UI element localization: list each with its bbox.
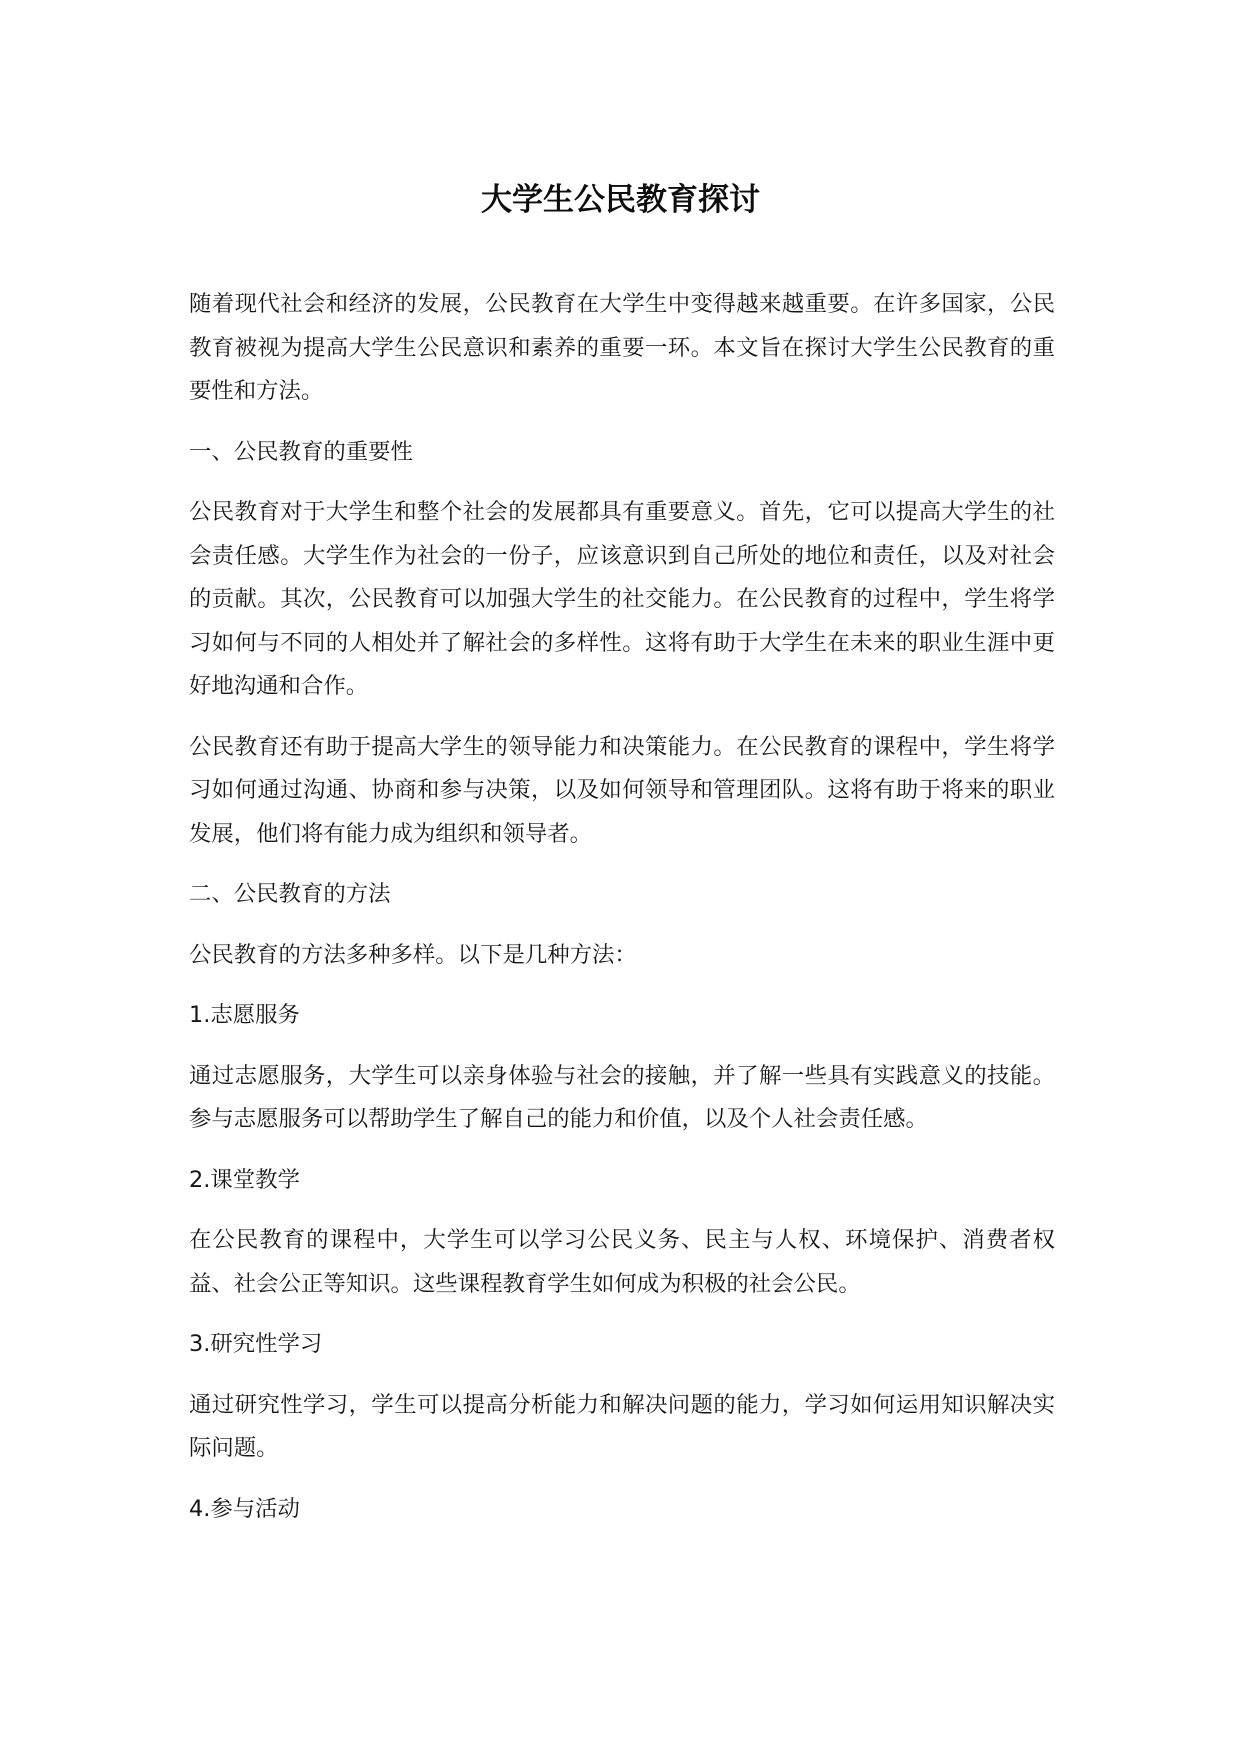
- document-title: 大学生公民教育探讨: [481, 182, 760, 218]
- method-heading-classroom: 2.课堂教学: [189, 1166, 300, 1193]
- importance-paragraph-2: 公民教育还有助于提高大学生的领导能力和决策能力。在公民教育的课程中，学生将学习如何通过沟通、协商和参与决策，以及如何领导和管理团队。这将有助于将来的职业发展，他们将有能力成为组织和领导者。: [189, 733, 1055, 847]
- importance-paragraph-1: 公民教育对于大学生和整个社会的发展都具有重要意义。首先，它可以提高大学生的社会责任感。大学生作为社会的一份子，应该意识到自己所处的地位和责任，以及对社会的贡献。其次，公民教育可以加强大学生的社交能力。在公民教育的过程中，学生将学习如何与不同的人相处并了解社会的多样性。这将有助于大学生在未来的职业生涯中更好地沟通和合作。: [189, 499, 1055, 699]
- method-heading-volunteer: 1.志愿服务: [189, 1002, 300, 1028]
- intro-paragraph: 随着现代社会和经济的发展，公民教育在大学生中变得越来越重要。在许多国家，公民教育被视为提高大学生公民意识和素养的重要一环。本文旨在探讨大学生公民教育的重要性和方法。: [189, 291, 1055, 404]
- method-paragraph-research: 通过研究性学习，学生可以提高分析能力和解决问题的能力，学习如何运用知识解决实际问题。: [189, 1391, 1055, 1461]
- section-heading-methods: 二、公民教育的方法: [189, 881, 391, 907]
- method-paragraph-volunteer: 通过志愿服务，大学生可以亲身体验与社会的接触，并了解一些具有实践意义的技能。参与志愿服务可以帮助学生了解自己的能力和价值，以及个人社会责任感。: [189, 1062, 1055, 1132]
- section-heading-importance: 一、公民教育的重要性: [189, 438, 413, 465]
- methods-intro-paragraph: 公民教育的方法多种多样。以下是几种方法：: [189, 941, 637, 968]
- document-body: [189, 283, 1055, 1548]
- method-paragraph-classroom: 在公民教育的课程中，大学生可以学习公民义务、民主与人权、环境保护、消费者权益、社会公正等知识。这些课程教育学生如何成为积极的社会公民。: [189, 1227, 1055, 1297]
- method-heading-research: 3.研究性学习: [189, 1331, 323, 1357]
- method-heading-activities: 4.参与活动: [189, 1495, 300, 1522]
